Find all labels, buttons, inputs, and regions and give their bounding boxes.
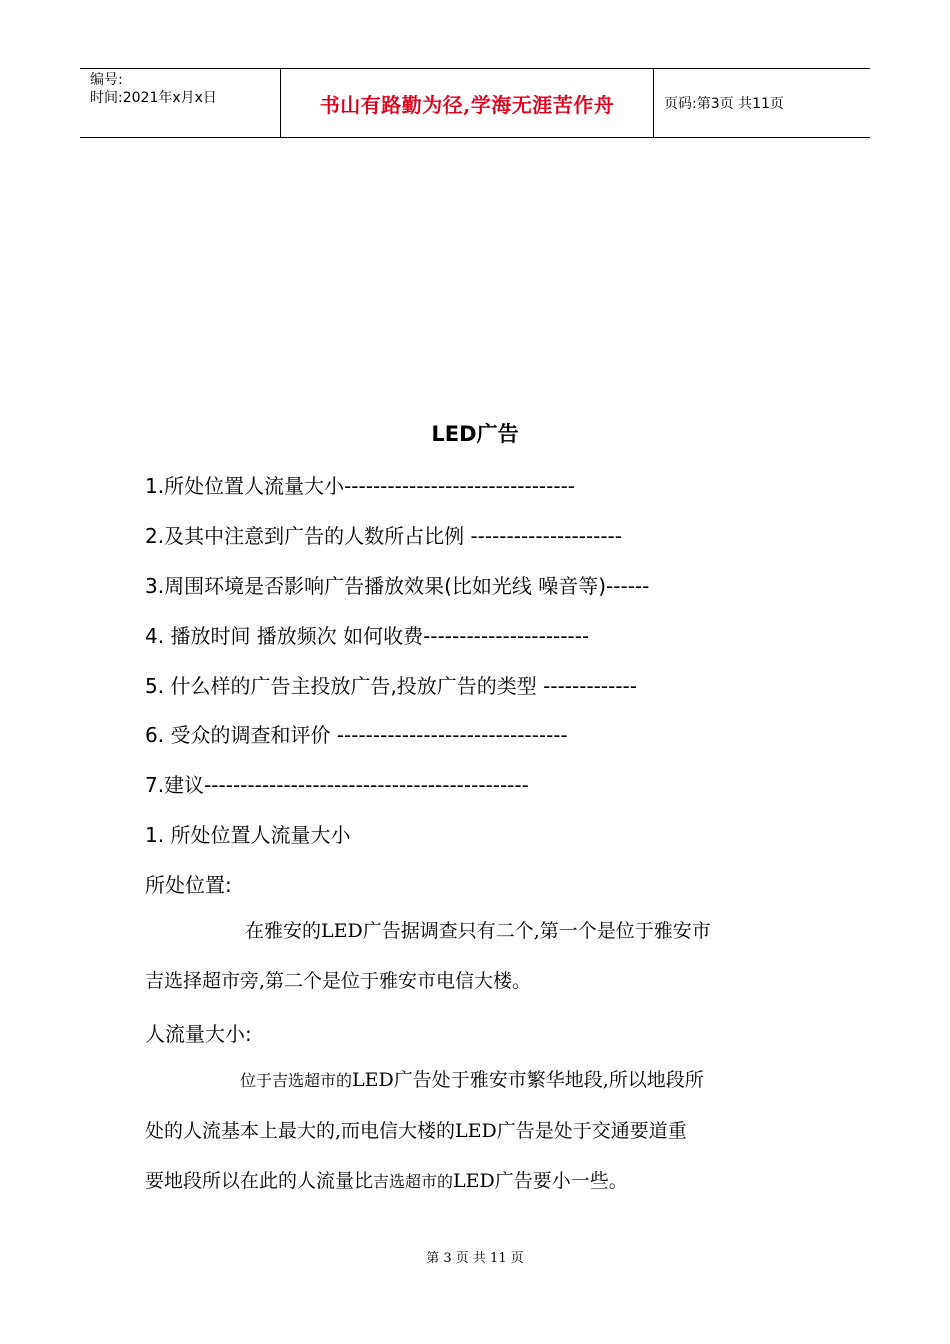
traffic-line-3-a: 要地段所以在此的人流量比 (145, 1170, 374, 1192)
outline-item-6: 6. 受众的调查和评价 -------------------------------- (145, 723, 568, 747)
location-line-1: 在雅安的LED广告据调查只有二个,第一个是位于雅安市 (245, 920, 711, 942)
outline-item-2: 2.及其中注意到广告的人数所占比例 --------------------- (145, 524, 622, 548)
header-motto: 书山有路勤为径,学海无涯苦作舟 (319, 92, 615, 117)
time-label: 时间:2021年x月x日 (90, 90, 217, 106)
outline-item-4: 4. 播放时间 播放频次 如何收费----------------------- (145, 624, 590, 648)
traffic-paragraph (145, 1055, 810, 1207)
traffic-line-3 (145, 1156, 810, 1207)
section-heading: 1. 所处位置人流量大小 (145, 823, 351, 847)
document-title: LED广告 (431, 422, 519, 446)
page-header (80, 68, 870, 138)
outline-item-5: 5. 什么样的广告主投放广告,投放广告的类型 ------------- (145, 674, 637, 698)
page-footer: 第 3 页 共 11 页 (426, 1251, 524, 1266)
traffic-line-1-rest: LED广告处于雅安市繁华地段,所以地段所 (352, 1069, 704, 1091)
traffic-line-1 (145, 1055, 810, 1106)
traffic-line-3-small: 吉选超市的 (373, 1172, 454, 1191)
traffic-line-1-small: 位于吉选超市的 (240, 1071, 353, 1090)
traffic-line-2: 处的人流基本上最大的,而电信大楼的LED广告是处于交通要道重 (145, 1120, 687, 1142)
location-line-2: 吉选择超市旁,第二个是位于雅安市电信大楼。 (145, 970, 532, 992)
traffic-line-3-b: LED广告要小一些。 (453, 1170, 628, 1192)
outline-item-3: 3.周围环境是否影响广告播放效果(比如光线 噪音等)------ (145, 574, 650, 598)
header-right-cell (654, 69, 870, 137)
outline-item-7: 7.建议--------------------------------------------- (145, 773, 529, 797)
header-left-cell (80, 69, 281, 137)
page-info: 页码:第3页 共11页 (664, 96, 784, 112)
header-middle-cell (281, 69, 654, 137)
traffic-label: 人流量大小: (145, 1022, 252, 1046)
outline-item-1: 1.所处位置人流量大小-------------------------------- (145, 474, 576, 498)
code-label: 编号: (90, 72, 123, 88)
location-label: 所处位置: (145, 873, 232, 897)
location-paragraph (145, 906, 810, 1006)
